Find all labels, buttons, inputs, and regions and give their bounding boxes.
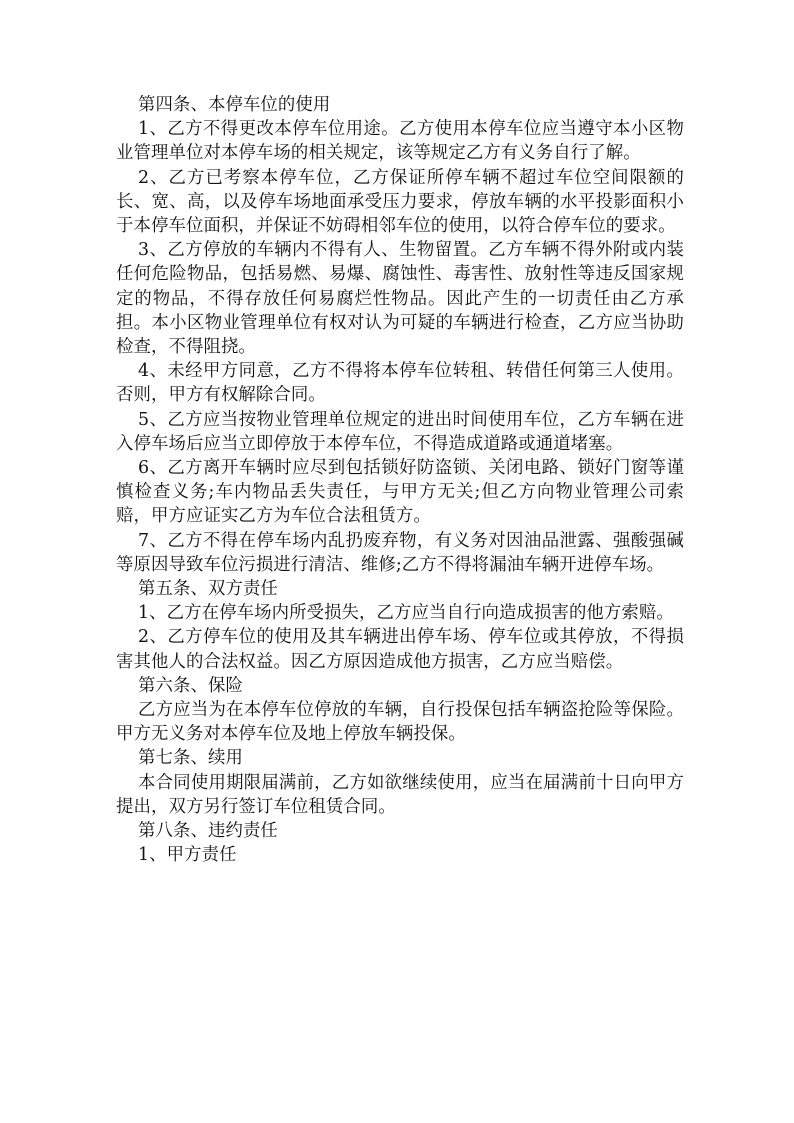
article-7-body: 本合同使用期限届满前，乙方如欲继续使用，应当在届满前十日向甲方提出，双方另行签订车位租赁合同。 [116,772,684,817]
article-4-heading: 第四条、本停车位的使用 [138,95,331,115]
article-4-clause-5: 5、乙方应当按物业管理单位规定的进出时间使用车位，乙方车辆在进入停车场后应当立即停放于本停车位，不得造成道路或通道堵塞。 [116,409,684,454]
article-4-clause-4: 4、未经甲方同意，乙方不得将本停车位转租、转借任何第三人使用。否则，甲方有权解除合同。 [116,361,684,406]
article-6-heading: 第六条、保险 [138,675,243,696]
article-5-heading: 第五条、双方责任 [138,579,278,600]
article-5-clause-1: 1、乙方在停车场内所受损失，乙方应当自行向造成损害的他方索赔。 [138,603,674,624]
article-6-body: 乙方应当为在本停车位停放的车辆，自行投保包括车辆盗抢险等保险。甲方无义务对本停车位及地上停放车辆投保。 [116,700,684,745]
article-4-clause-2: 2、乙方已考察本停车位，乙方保证所停车辆不超过车位空间限额的长、宽、高，以及停车场地面承受压力要求，停放车辆的水平投影面积小于本停车位面积，并保证不妨碍相邻车位的使用，以符合停车位的要求。 [116,167,684,237]
article-7-heading: 第七条、续用 [138,748,243,769]
article-8-heading: 第八条、违约责任 [138,821,278,842]
contract-page [116,93,684,868]
article-4-clause-3: 3、乙方停放的车辆内不得有人、生物留置。乙方车辆不得外附或内装任何危险物品，包括易燃、易爆、腐蚀性、毒害性、放射性等违反国家规定的物品，不得存放任何易腐烂性物品。因此产生的一切责任由乙方承担。本小区物业管理单位有权对认为可疑的车辆进行检查，乙方应当协助检查，不得阻挠。 [116,240,684,358]
article-8-clause-1: 1、甲方责任 [138,845,237,866]
article-5-clause-2: 2、乙方停车位的使用及其车辆进出停车场、停车位或其停放，不得损害其他人的合法权益。因乙方原因造成他方损害，乙方应当赔偿。 [116,627,684,672]
article-4-clause-7: 7、乙方不得在停车场内乱扔废弃物，有义务对因油品泄露、强酸强碱等原因导致车位污损进行清洁、维修;乙方不得将漏油车辆开进停车场。 [116,530,684,575]
article-4-clause-1: 1、乙方不得更改本停车位用途。乙方使用本停车位应当遵守本小区物业管理单位对本停车场的相关规定，该等规定乙方有义务自行了解。 [116,119,684,164]
article-4-clause-6: 6、乙方离开车辆时应尽到包括锁好防盗锁、关闭电路、锁好门窗等谨慎检查义务;车内物品丢失责任，与甲方无关;但乙方向物业管理公司索赔，甲方应证实乙方为车位合法租赁方。 [116,458,684,527]
